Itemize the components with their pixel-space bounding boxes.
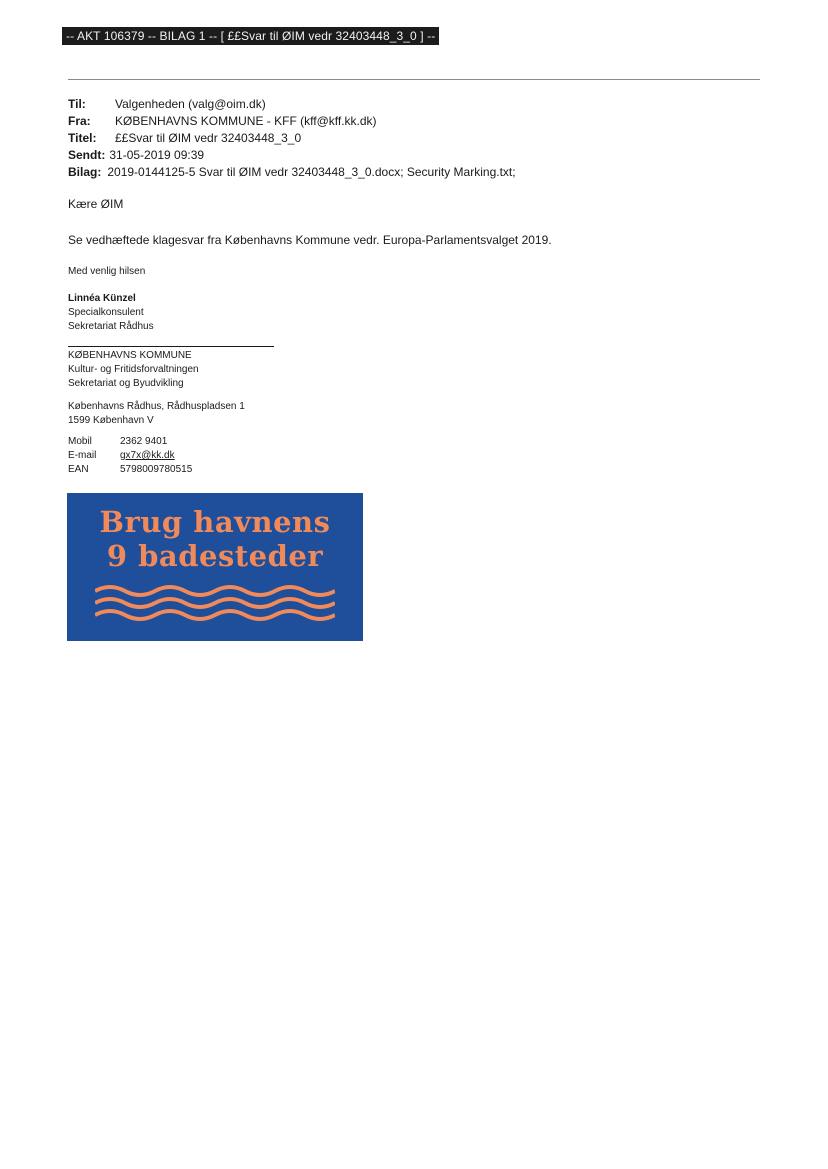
header-title: [68, 130, 516, 147]
contact-ean-value: 5798009780515: [120, 464, 193, 475]
signature-address: [68, 400, 245, 428]
banner-line2: 9 badesteder: [106, 539, 324, 573]
signature-org: KØBENHAVNS KOMMUNE: [68, 350, 192, 361]
document-stamp: -- AKT 106379 -- BILAG 1 -- [ ££Svar til ØIM vedr 32403448_3_0 ] --: [62, 27, 439, 45]
signature-name: Linnéa Künzel: [68, 293, 136, 304]
harbour-bath-banner: [67, 493, 363, 641]
greeting: Kære ØIM: [68, 197, 124, 211]
header-from-label: Fra:: [68, 114, 91, 128]
header-to-value: Valgenheden (valg@oim.dk): [115, 97, 266, 111]
header-to: [68, 96, 516, 113]
header-divider: [68, 79, 760, 80]
waves-icon: [95, 583, 335, 623]
contact-email-label: E-mail: [68, 450, 97, 461]
contact-ean-label: EAN: [68, 464, 89, 475]
header-to-label: Til:: [68, 97, 86, 111]
contact-email-link[interactable]: gx7x@kk.dk: [120, 450, 175, 461]
email-headers: [68, 96, 516, 181]
banner-line1: Brug havnens: [99, 505, 331, 539]
signature-organization: [68, 349, 199, 391]
signature-address-line1: Københavns Rådhus, Rådhuspladsen 1: [68, 401, 245, 412]
header-from: [68, 113, 516, 130]
header-sent: [68, 147, 516, 164]
signature-closing: Med venlig hilsen: [68, 266, 146, 277]
signature-address-line2: 1599 København V: [68, 415, 154, 426]
signature-person: [68, 292, 154, 334]
signature-subdept: Sekretariat og Byudvikling: [68, 378, 184, 389]
header-attachments-value: 2019-0144125-5 Svar til ØIM vedr 32403448_3_0.docx; Security Marking.txt;: [107, 165, 516, 179]
header-sent-value: 31-05-2019 09:39: [109, 148, 205, 162]
signature-contacts: [68, 435, 192, 477]
contact-mobile-label: Mobil: [68, 436, 92, 447]
header-attachments-label: Bilag:: [68, 165, 102, 179]
header-title-value: ££Svar til ØIM vedr 32403448_3_0: [115, 131, 302, 145]
signature-role: Specialkonsulent: [68, 307, 144, 318]
header-attachments: [68, 164, 516, 181]
contact-mobile-value: 2362 9401: [120, 436, 168, 447]
header-title-label: Titel:: [68, 131, 97, 145]
signature-unit: Sekretariat Rådhus: [68, 321, 154, 332]
contact-mobile: [68, 435, 192, 449]
signature-dept: Kultur- og Fritidsforvaltningen: [68, 364, 199, 375]
header-from-value: KØBENHAVNS KOMMUNE - KFF (kff@kff.kk.dk): [115, 114, 377, 128]
message-body: Se vedhæftede klagesvar fra Københavns Kommune vedr. Europa-Parlamentsvalget 2019.: [68, 233, 552, 247]
signature-divider: [68, 346, 274, 347]
contact-email: [68, 449, 192, 463]
contact-ean: [68, 463, 192, 477]
header-sent-label: Sendt:: [68, 148, 106, 162]
